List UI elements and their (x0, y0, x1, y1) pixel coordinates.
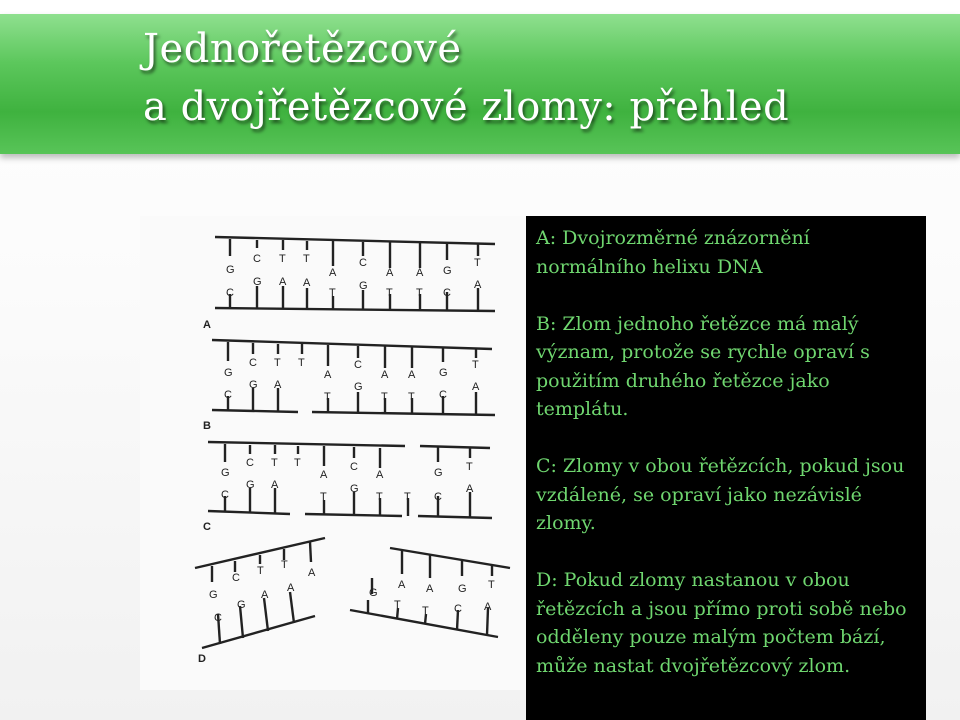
svg-text:A: A (329, 267, 337, 279)
svg-text:A: A (466, 483, 474, 495)
svg-text:A: A (271, 479, 279, 491)
panel-label-d: D (198, 653, 206, 665)
svg-text:T: T (466, 461, 473, 473)
svg-text:A: A (303, 277, 311, 289)
description-panel (526, 216, 926, 720)
svg-text:A: A (376, 469, 384, 481)
svg-text:G: G (434, 467, 443, 479)
svg-text:T: T (381, 391, 388, 403)
slide-title (143, 20, 943, 136)
svg-text:T: T (271, 457, 278, 469)
svg-text:G: G (350, 483, 359, 495)
svg-text:C: C (249, 357, 257, 369)
panel-a-bases (226, 253, 482, 299)
svg-text:G: G (224, 367, 233, 379)
description-d: D: Pokud zlomy nastanou v obou řetězcích a jsou přímo proti sobě nebo odděleny pouze malým počtem bází, může nastat dvojřetězcový zlom. (536, 569, 907, 677)
dna-diagram (140, 216, 526, 690)
svg-text:T: T (386, 287, 393, 299)
svg-text:T: T (294, 457, 301, 469)
svg-text:C: C (246, 457, 254, 469)
svg-text:G: G (221, 467, 230, 479)
description-a: A: Dvojrozměrné znázornění normálního helixu DNA (536, 227, 810, 278)
svg-text:T: T (274, 357, 281, 369)
svg-text:G: G (354, 381, 363, 393)
svg-text:C: C (350, 461, 358, 473)
svg-text:G: G (209, 589, 218, 601)
svg-text:G: G (359, 280, 368, 292)
svg-text:C: C (354, 359, 362, 371)
svg-text:A: A (320, 469, 328, 481)
description-b: B: Zlom jednoho řetězce má malý význam, protože se rychle opraví s použitím druhého řetězce jako templátu. (536, 312, 870, 420)
svg-text:T: T (281, 559, 288, 571)
svg-text:C: C (226, 287, 234, 299)
svg-text:T: T (324, 391, 331, 403)
svg-text:T: T (404, 491, 411, 503)
svg-text:T: T (298, 357, 305, 369)
panel-label-a: A (203, 319, 211, 331)
svg-text:A: A (308, 567, 316, 579)
svg-text:G: G (237, 599, 246, 611)
svg-text:G: G (443, 265, 452, 277)
svg-text:T: T (474, 257, 481, 269)
svg-text:C: C (214, 612, 222, 624)
svg-text:G: G (246, 479, 255, 491)
title-line-2: a dvojřetězcové zlomy: přehled (143, 84, 790, 130)
svg-text:C: C (221, 489, 229, 501)
svg-text:C: C (359, 257, 367, 269)
svg-text:C: C (439, 389, 447, 401)
svg-text:T: T (422, 605, 429, 617)
svg-text:T: T (279, 253, 286, 265)
description-c: C: Zlomy v obou řetězcích, pokud jsou vzdálené, se opraví jako nezávislé zlomy. (536, 455, 905, 534)
svg-text:T: T (257, 565, 264, 577)
title-line-1: Jednořetězcové (143, 26, 462, 72)
svg-text:C: C (434, 491, 442, 503)
svg-text:A: A (426, 583, 434, 595)
svg-text:T: T (329, 287, 336, 299)
svg-text:A: A (274, 379, 282, 391)
svg-text:A: A (324, 369, 332, 381)
svg-text:T: T (488, 579, 495, 591)
svg-text:G: G (439, 367, 448, 379)
panel-d-bases (209, 559, 495, 624)
svg-text:A: A (398, 579, 406, 591)
panel-a-strands (215, 237, 495, 311)
svg-text:A: A (474, 279, 482, 291)
svg-text:T: T (376, 491, 383, 503)
svg-text:A: A (408, 369, 416, 381)
svg-text:T: T (416, 287, 423, 299)
svg-text:A: A (287, 582, 295, 594)
svg-text:C: C (224, 389, 232, 401)
svg-text:C: C (232, 572, 240, 584)
svg-text:T: T (472, 359, 479, 371)
panel-b-bases (224, 357, 480, 403)
svg-text:A: A (279, 276, 287, 288)
svg-text:A: A (381, 369, 389, 381)
svg-text:C: C (454, 603, 462, 615)
svg-text:T: T (320, 491, 327, 503)
dna-breaks-figure (140, 216, 526, 690)
svg-text:A: A (484, 601, 492, 613)
panel-b-strands (212, 340, 495, 415)
panel-c-bases (221, 457, 474, 503)
svg-text:C: C (253, 253, 261, 265)
svg-text:T: T (394, 599, 401, 611)
svg-text:G: G (253, 276, 262, 288)
svg-text:G: G (458, 583, 467, 595)
svg-text:A: A (386, 267, 394, 279)
svg-text:A: A (472, 381, 480, 393)
svg-text:A: A (416, 267, 424, 279)
svg-text:A: A (261, 589, 269, 601)
svg-text:G: G (369, 587, 378, 599)
svg-text:T: T (303, 253, 310, 265)
panel-label-b: B (203, 420, 211, 432)
svg-text:G: G (249, 379, 258, 391)
svg-text:G: G (226, 264, 235, 276)
panel-label-c: C (203, 521, 211, 533)
svg-text:C: C (443, 287, 451, 299)
svg-text:T: T (408, 391, 415, 403)
